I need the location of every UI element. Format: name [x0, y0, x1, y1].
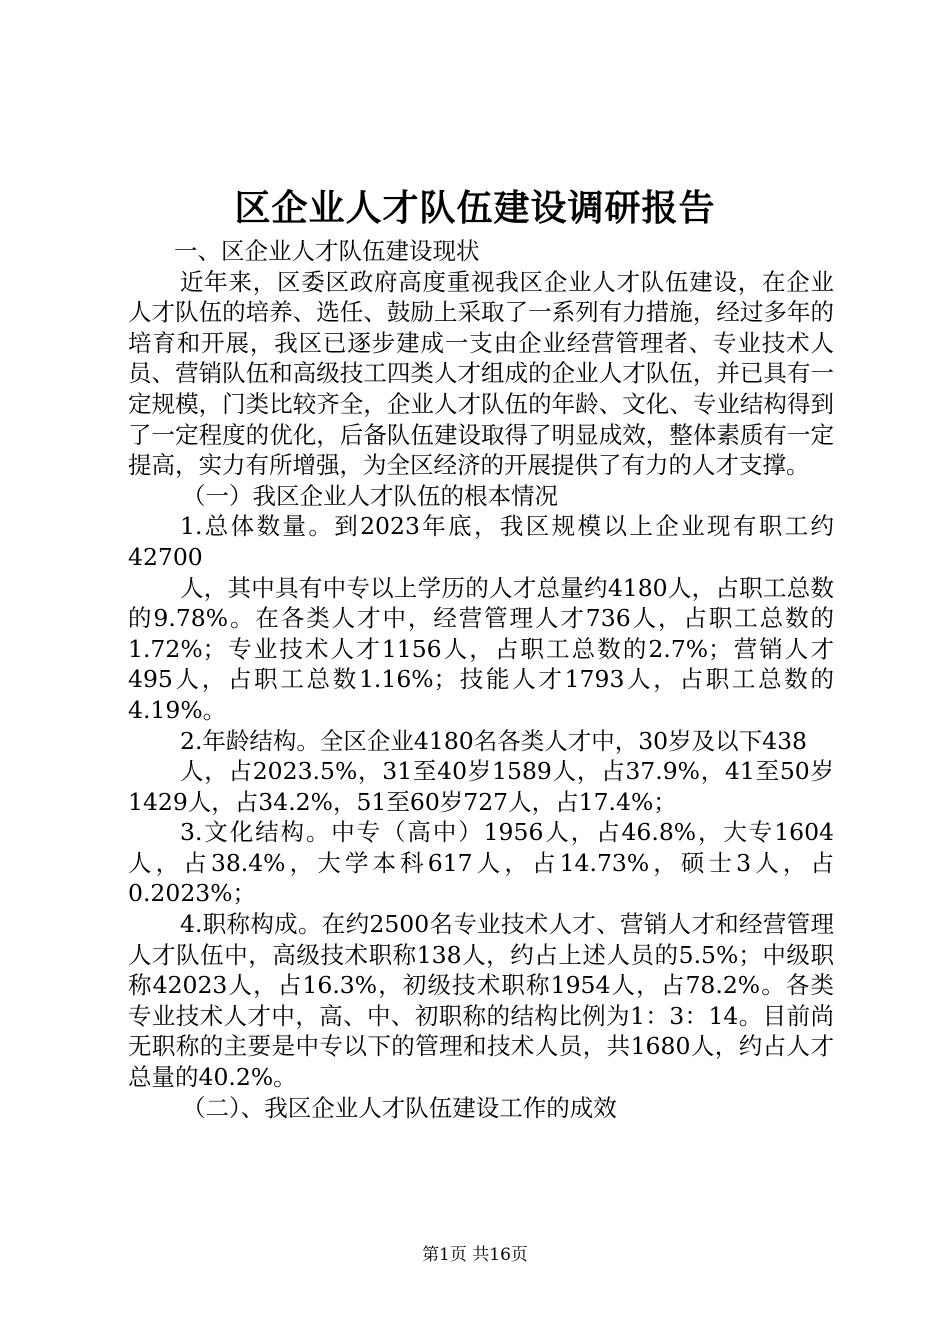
item-age-structure-lead: 2.年龄结构。全区企业4180名各类人才中，30岁及以下438	[180, 726, 807, 755]
item-age-structure-body: 人，占2023.5%，31至40岁1589人，占37.9%，41至50岁1429人，占34.2%，51至60岁727人，占17.4%；	[128, 757, 834, 816]
document-title: 区企业人才队伍建设调研报告	[234, 187, 716, 229]
subsection-heading: （一）我区企业人才队伍的根本情况	[182, 481, 558, 510]
subsection-heading: （二）、我区企业人才队伍建设工作的成效	[182, 1093, 617, 1122]
item-total-quantity-body: 人，其中具有中专以上学历的人才总量约4180人，占职工总数的9.78%。在各类人才中，经营管理人才736人，占职工总数的1.72%；专业技术人才1156人，占职工总数的2.7%；营销人才495人，占职工总数1.16%；技能人才1793人，占职工总数的4.19%。	[128, 573, 834, 724]
item-title-composition: 4.职称构成。在约2500名专业技术人才、营销人才和经营管理人才队伍中，高级技术职称138人，约占上述人员的5.5%；中级职称42023人，占16.3%，初级技术职称1954人，占78.2%。各类专业技术人才中，高、中、初职称的结构比例为1：3：14。目前尚无职称的主要是中专以下的管理和技术人员，共1680人，约占人才总量的40.2%。	[128, 910, 834, 1092]
section-heading: 一、区企业人才队伍建设现状	[174, 237, 480, 265]
page-number-footer: 第1页 共16页	[422, 1245, 528, 1265]
document-body	[128, 236, 834, 1123]
item-education-structure: 3.文化结构。中专（高中）1956人，占46.8%，大专1604人，占38.4%，大学本科617人，占14.73%，硕士3人，占0.2023%；	[128, 818, 834, 908]
item-total-quantity-lead: 1.总体数量。到2023年底，我区规模以上企业现有职工约42700	[128, 512, 834, 571]
intro-paragraph: 近年来，区委区政府高度重视我区企业人才队伍建设，在企业人才队伍的培养、选任、鼓励上采取了一系列有力措施，经过多年的培育和开展，我区已逐步建成一支由企业经营管理者、专业技术人员、营销队伍和高级技工四类人才组成的企业人才队伍，并已具有一定规模，门类比较齐全，企业人才队伍的年龄、文化、专业结构得到了一定程度的优化，后备队伍建设取得了明显成效，整体素质有一定提高，实力有所增强，为全区经济的开展提供了有力的人才支撑。	[128, 267, 834, 480]
